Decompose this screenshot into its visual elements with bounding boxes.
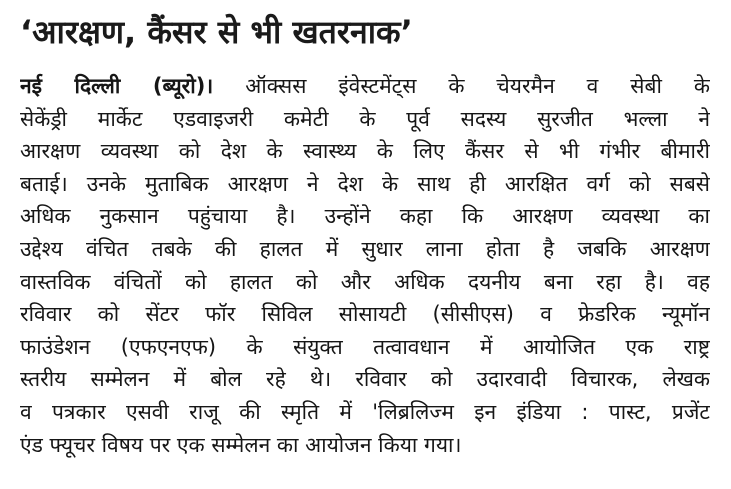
article-line: व पत्रकार एसवी राजू की स्मृति में 'लिब्रलिज्म इन इंडिया : पास्ट, प्रजेंट [20, 399, 710, 424]
article-line: बताई। उनके मुताबिक आरक्षण ने देश के साथ ही आरक्षित वर्ग को सबसे [20, 171, 710, 196]
article-line: उद्देश्य वंचित तबके की हालत में सुधार लाना होता है जबकि आरक्षण [20, 236, 710, 261]
article-line: स्तरीय सम्मेलन में बोल रहे थे। रविवार को उदारवादी विचारक, लेखक [20, 367, 710, 392]
article-body [20, 70, 710, 461]
article-line: वास्तविक वंचितों को हालत को और अधिक दयनीय बना रहा है। वह [20, 269, 710, 294]
article-line: आरक्षण व्यवस्था को देश के स्वास्थ्य के लिए कैंसर से भी गंभीर बीमारी [20, 139, 710, 164]
dateline: नई दिल्ली (ब्यूरो)। [20, 74, 214, 98]
article-line: रविवार को सेंटर फॉर सिविल सोसायटी (सीसीएस) व फ्रेडरिक न्यूमॉन [20, 302, 710, 327]
article-line: एंड फ्यूचर विषय पर एक सम्मेलन का आयोजन किया गया। [20, 432, 462, 457]
article-line: अधिक नुकसान पहुंचाया है। उन्होंने कहा कि आरक्षण व्यवस्था का [20, 204, 710, 229]
headline: ‘आरक्षण, कैंसर से भी खतरनाक’ [20, 13, 413, 51]
article-line-text: ऑक्सस इंवेस्टमेंट्स के चेयरमैन व सेबी के [213, 74, 710, 98]
article-line [20, 70, 710, 103]
article-line: सेकेंड्री मार्केट एडवाइजरी कमेटी के पूर्व सदस्य सुरजीत भल्ला ने [20, 106, 710, 131]
article-line: फाउंडेशन (एफएनएफ) के संयुक्त तत्वावधान में आयोजित एक राष्ट्र [20, 334, 710, 359]
